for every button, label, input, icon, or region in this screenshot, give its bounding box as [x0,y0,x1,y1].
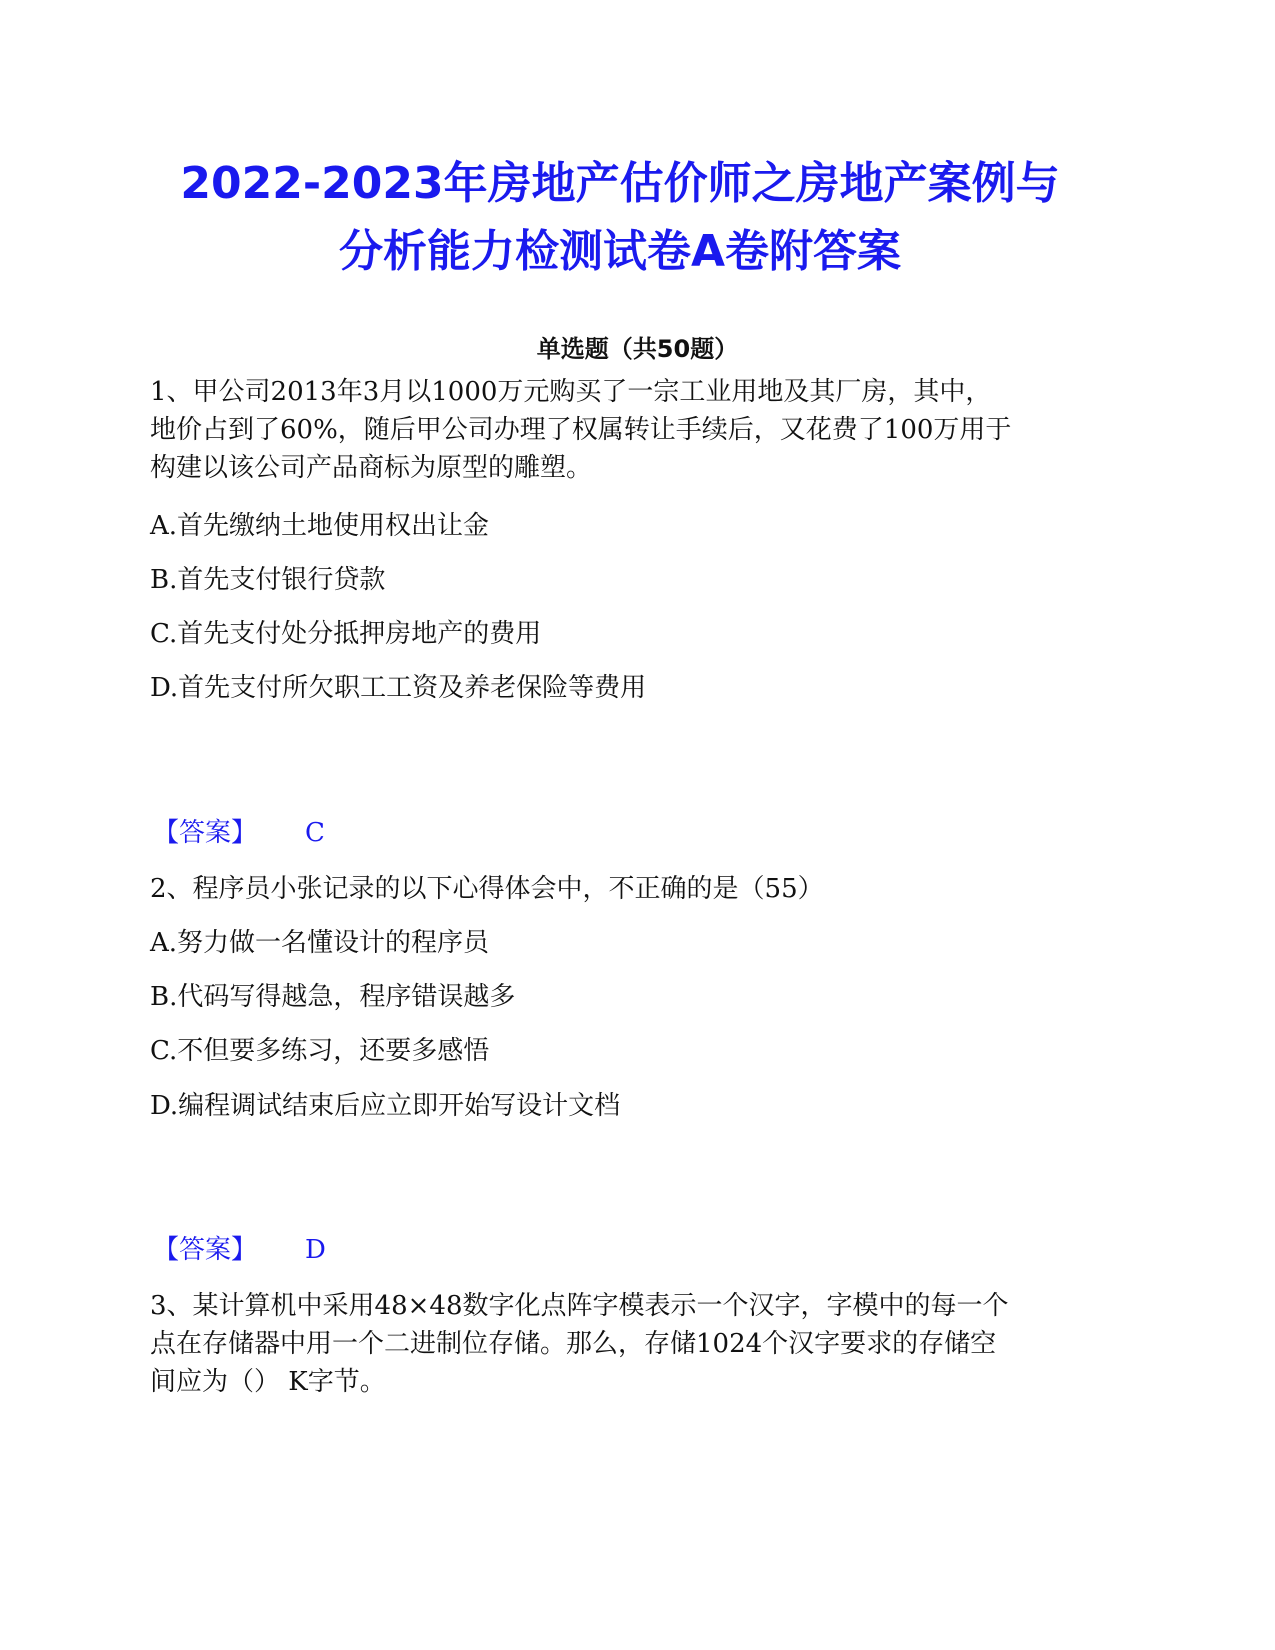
question-2-option-c: C.不但要多练习，还要多感悟 [150,1036,490,1066]
answer-label: 【答案】 [153,1235,258,1265]
document-title [150,150,1090,286]
question-1-option-a: A.首先缴纳土地使用权出让金 [150,511,490,541]
question-2-answer [153,1231,326,1269]
stem-line: 2、程序员小张记录的以下心得体会中，不正确的是（55） [150,874,824,904]
question-3-stem [150,1287,1110,1401]
stem-line: 构建以该公司产品商标为原型的雕塑。 [150,453,593,483]
question-1-option-d: D.首先支付所欠职工工资及养老保险等费用 [150,673,647,703]
question-1-stem [150,373,1110,487]
question-2-option-b: B.代码写得越急，程序错误越多 [150,982,516,1012]
stem-line: 地价占到了60%，随后甲公司办理了权属转让手续后，又花费了100万用于 [150,415,1012,445]
question-2-stem [150,870,1110,908]
section-heading: 单选题（共50题） [536,335,739,363]
question-1-option-c: C.首先支付处分抵押房地产的费用 [150,619,542,649]
question-2-option-d: D.编程调试结束后应立即开始写设计文档 [150,1091,621,1121]
answer-value: C [305,818,325,848]
question-1-option-b: B.首先支付银行贷款 [150,565,386,595]
answer-value: D [305,1235,326,1265]
stem-line: 点在存储器中用一个二进制位存储。那么，存储1024个汉字要求的存储空 [150,1329,997,1359]
question-2-option-a: A.努力做一名懂设计的程序员 [150,928,490,958]
title-line-1: 2022-2023年房地产估价师之房地产案例与 [180,158,1060,209]
stem-line: 1、甲公司2013年3月以1000万元购买了一宗工业用地及其厂房，其中， [150,377,992,407]
title-line-2: 分析能力检测试卷A卷附答案 [338,226,902,277]
question-1-answer [153,814,325,852]
stem-line: 3、某计算机中采用48×48数字化点阵字模表示一个汉字，字模中的每一个 [150,1291,1009,1321]
answer-label: 【答案】 [153,818,258,848]
stem-line: 间应为（） K字节。 [150,1367,386,1397]
